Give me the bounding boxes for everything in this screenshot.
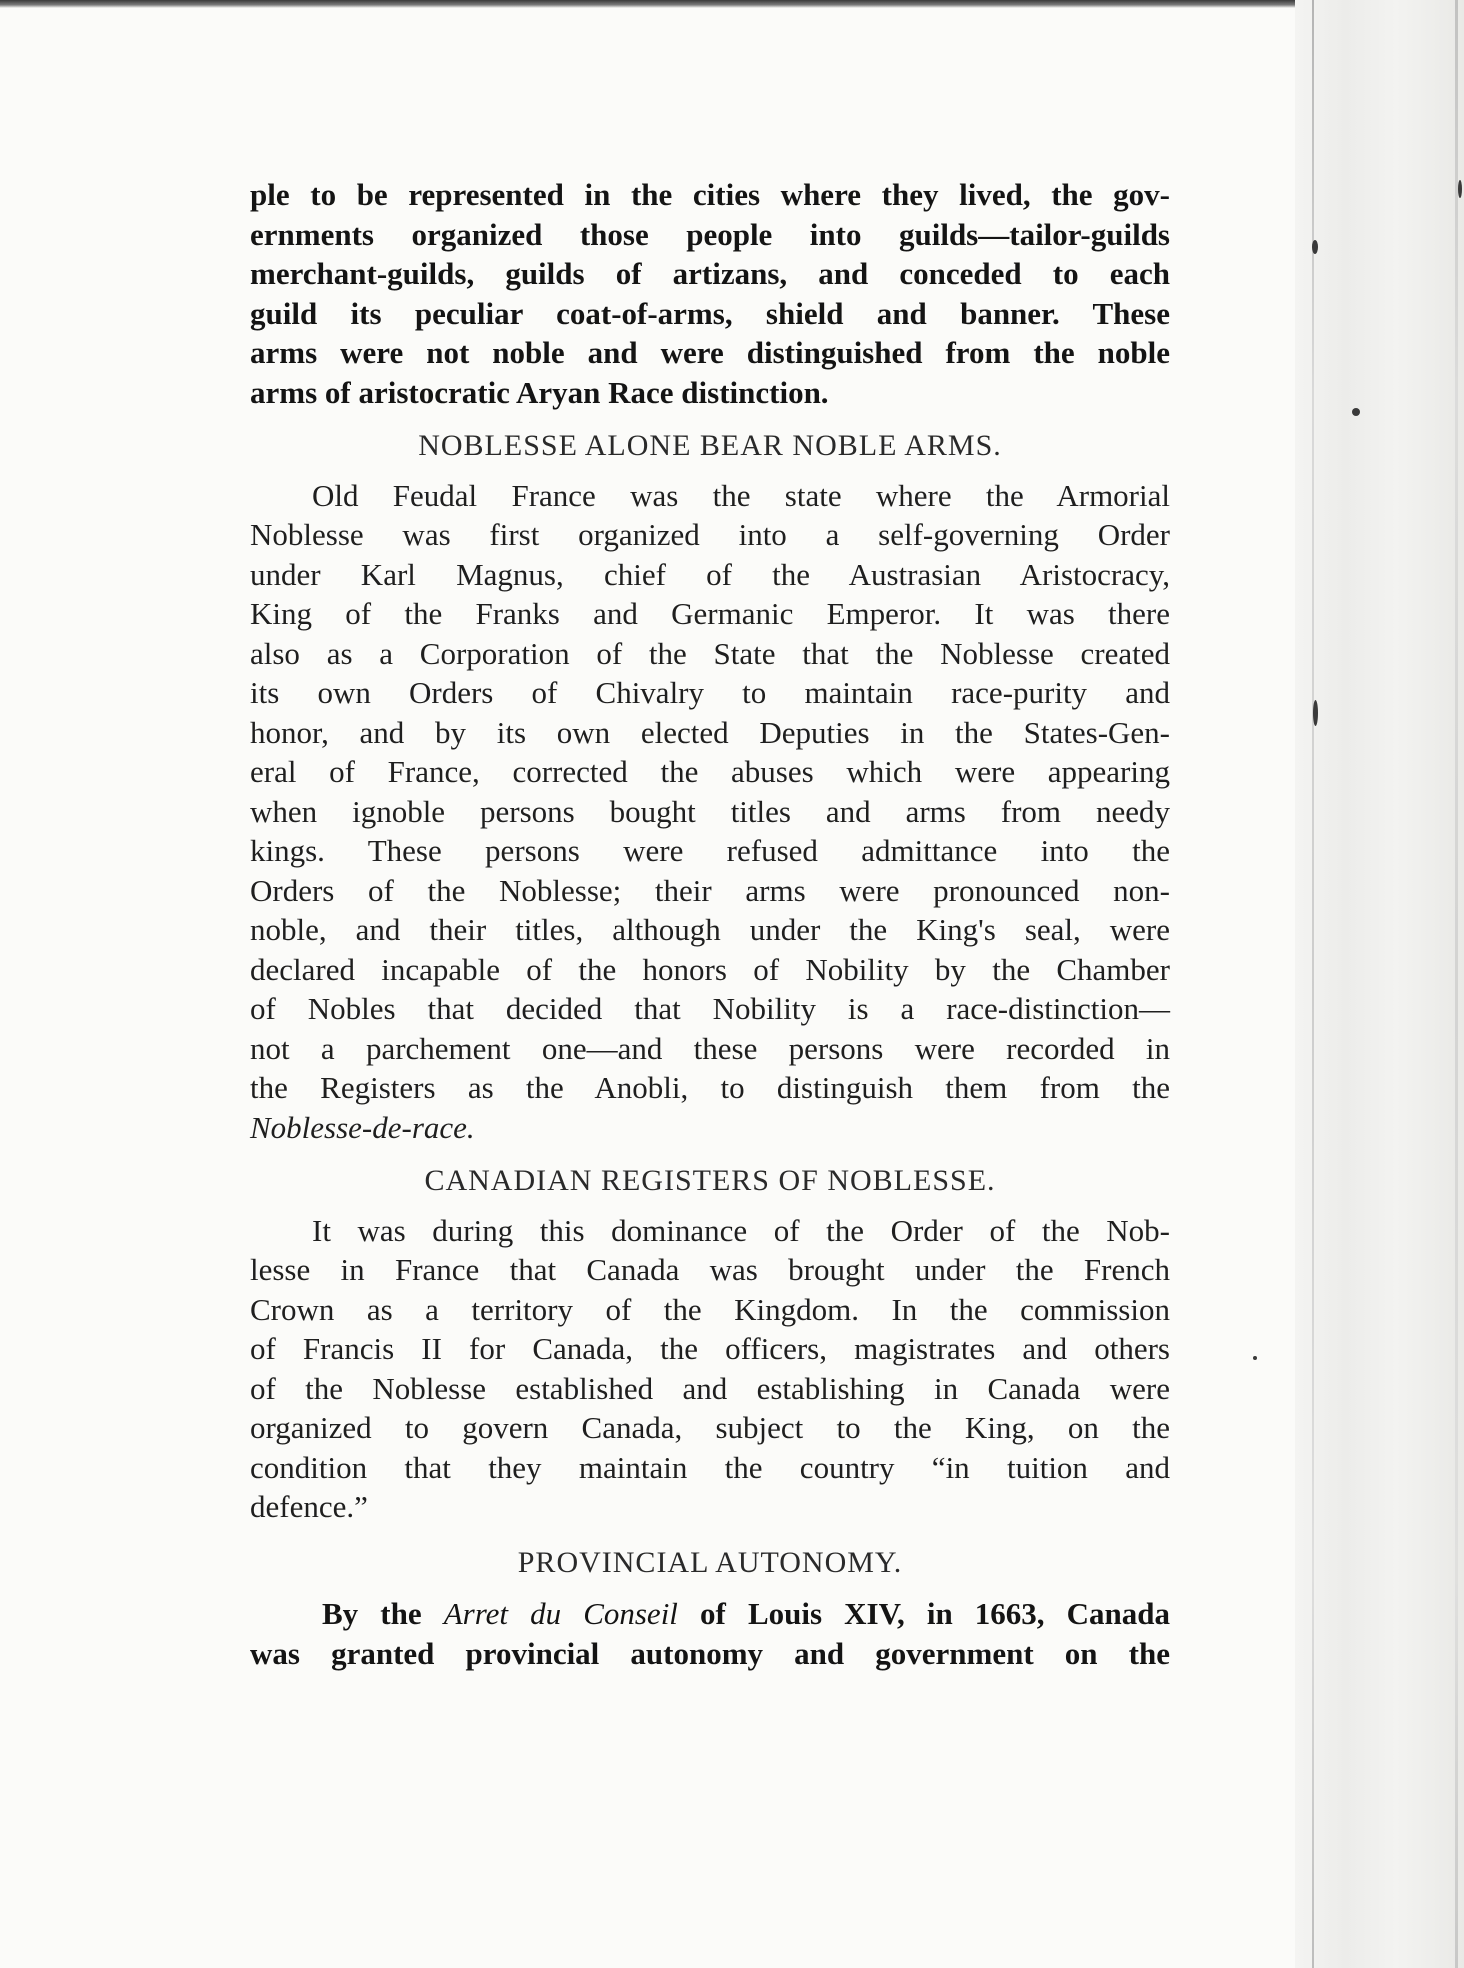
section-heading: CANADIAN REGISTERS OF NOBLESSE. xyxy=(424,1164,996,1197)
text-line: arms of aristocratic Aryan Race distinction. xyxy=(250,374,829,410)
adjacent-page-strip xyxy=(1295,0,1464,1968)
text-line: It was during this dominance of the Order of the Nob- xyxy=(312,1212,1170,1248)
text-line: eral of France, corrected the abuses which were appearing xyxy=(250,754,1170,789)
text-line: arms were not noble and were distinguished from the noble xyxy=(250,335,1170,370)
text-line: the Registers as the Anobli, to distinguish them from the xyxy=(250,1070,1170,1105)
text-line: kings. These persons were refused admittance into the xyxy=(250,833,1170,868)
text-line: ple to be represented in the cities where they lived, the gov- xyxy=(250,177,1170,212)
text-line: Old Feudal France was the state where the Armorial xyxy=(312,477,1170,513)
text-line: organized to govern Canada, subject to the King, on the xyxy=(250,1410,1170,1445)
scan-speck xyxy=(1312,240,1318,254)
text-run: By the xyxy=(322,1596,444,1631)
scan-speck xyxy=(1253,1356,1257,1360)
text-line: Noblesse-de-race. xyxy=(250,1109,475,1145)
text-line: of Nobles that decided that Nobility is a race-distinction— xyxy=(250,991,1170,1026)
text-line: Noblesse was first organized into a self-governing Order xyxy=(250,517,1170,552)
text-line: honor, and by its own elected Deputies in the States-Gen- xyxy=(250,714,1170,750)
text-line: of Francis II for Canada, the officers, magistrates and others xyxy=(250,1331,1170,1366)
text-line xyxy=(250,1594,1170,1634)
body-text xyxy=(250,175,1170,1673)
paragraph-guilds xyxy=(250,175,1170,412)
paragraph-provincial-autonomy xyxy=(250,1594,1170,1673)
text-line: declared incapable of the honors of Nobility by the Chamber xyxy=(250,951,1170,987)
scan-top-edge xyxy=(0,0,1464,8)
scan-speck xyxy=(1458,180,1462,198)
text-line: merchant-guilds, guilds of artizans, and conceded to each xyxy=(250,256,1170,291)
section-heading: PROVINCIAL AUTONOMY. xyxy=(517,1545,903,1579)
text-line: when ignoble persons bought titles and arms from needy xyxy=(250,793,1170,829)
text-line: under Karl Magnus, chief of the Austrasian Aristocracy, xyxy=(250,556,1170,592)
text-line: noble, and their titles, although under the King's seal, were xyxy=(250,912,1170,947)
text-line: Orders of the Noblesse; their arms were pronounced non- xyxy=(250,872,1170,908)
text-run: of Louis XIV, in 1663, Canada xyxy=(677,1596,1171,1631)
scan-speck xyxy=(1313,700,1318,726)
section-heading: NOBLESSE ALONE BEAR NOBLE ARMS. xyxy=(418,429,1002,462)
text-line: of the Noblesse established and establishing in Canada were xyxy=(250,1370,1170,1406)
text-line: guild its peculiar coat-of-arms, shield and banner. These xyxy=(250,295,1170,331)
text-line: defence.” xyxy=(250,1489,368,1524)
text-line: condition that they maintain the country “in tuition and xyxy=(250,1449,1170,1485)
text-line: was granted provincial autonomy and government on the xyxy=(250,1635,1170,1671)
text-line: also as a Corporation of the State that the Noblesse created xyxy=(250,635,1170,671)
text-line: ernments organized those people into guilds—tailor-guilds xyxy=(250,216,1170,252)
text-line: Crown as a territory of the Kingdom. In the commission xyxy=(250,1291,1170,1327)
text-line: not a parchement one—and these persons were recorded in xyxy=(250,1030,1170,1066)
page-edge-line xyxy=(1455,0,1458,1968)
text-line: lesse in France that Canada was brought under the French xyxy=(250,1252,1170,1287)
text-line: King of the Franks and Germanic Emperor. It was there xyxy=(250,596,1170,631)
text-line: its own Orders of Chivalry to maintain race-purity and xyxy=(250,675,1170,710)
scan-speck xyxy=(1352,408,1360,416)
paragraph-canada xyxy=(250,1211,1170,1527)
italic-title: Arret du Conseil xyxy=(443,1596,678,1631)
paragraph-feudal-france xyxy=(250,476,1170,1148)
page-fold-line xyxy=(1312,0,1314,1968)
